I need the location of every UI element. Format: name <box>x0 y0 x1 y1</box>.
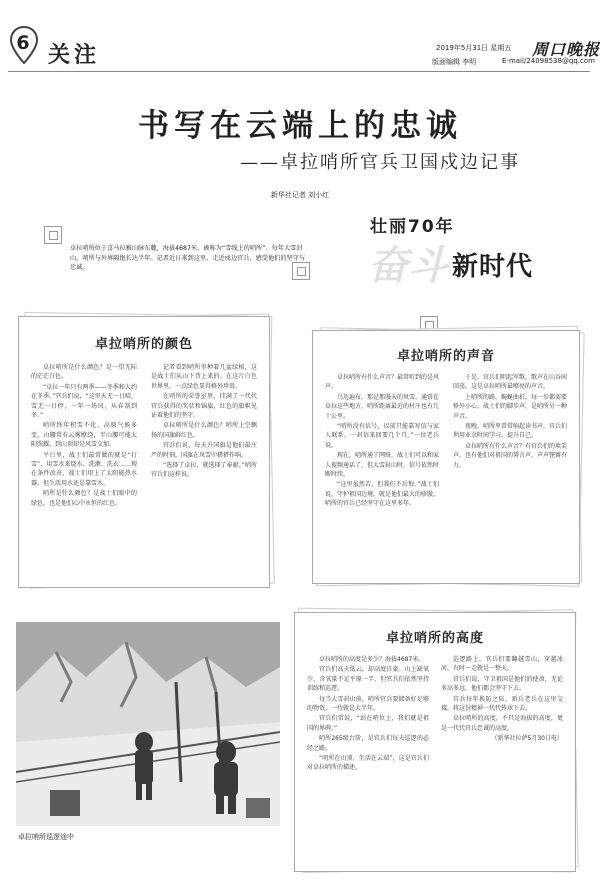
patrol-photo <box>16 622 280 826</box>
paragraph: 官兵们说，守卫祖国是他们的使命，无论多高多远，他们都会坚守下去。 <box>441 675 563 693</box>
paragraph: 官兵每年换防之际，新兵老兵在这里交接，将这份精神一代代传承下去。 <box>441 695 563 713</box>
decorative-square-icon <box>44 226 62 244</box>
photo-caption: 卓拉哨所巡逻途中 <box>18 833 74 841</box>
paragraph: 记者看到哨所里种着几盆绿植，这是战士们从山下背上来的。在这片白色世界里，一点绿色显得格外珍贵。 <box>151 364 257 390</box>
paragraph: 卓拉哨所是什么颜色？哨所上空飘扬的国旗鲜红色。 <box>151 422 257 439</box>
editor-email: E-mail/24098538@qq.com <box>502 57 595 65</box>
paragraph: 卓拉哨所有什么声音？有官兵们的欢笑声，也有他们对祖国的誓言声，声声铿锵有力。 <box>453 442 568 469</box>
banner-headline: 壮丽70年 <box>370 217 455 237</box>
section-column <box>151 363 257 481</box>
paragraph: 上哨所的路，蜿蜒曲折，每一步都需要格外小心。战士们的脚步声，是哨所另一种声音。 <box>453 393 568 420</box>
page-number-badge <box>10 26 38 64</box>
article-subtitle: ——卓拉哨所官兵卫国戍边记事 <box>240 152 520 173</box>
article-intro: 卓拉哨所位于喜马拉雅山脉东麓，海拔4687米，被称为“雪线上的哨所”。每年大雪封山，哨所与外界隔绝长达半年。记者近日来到这里，走近戍边官兵，感受他们的坚守与忠诚。 <box>70 245 306 271</box>
banner-brush-text: 奋斗 <box>368 242 448 289</box>
section-column <box>441 655 563 745</box>
paragraph: “这里虽然苦，但我们不后悔。”战士们说，守护祖国边境，就是他们最大的骄傲。哨所的官兵已经坚守在这里多年。 <box>325 481 440 508</box>
paragraph: 卓拉哨所的高度是多少？海拔4687米。 <box>319 656 425 663</box>
section-heading: 卓拉哨所的高度 <box>385 631 484 646</box>
section-heading: 卓拉哨所的声音 <box>396 349 495 364</box>
paragraph: 官兵们常说，“站在哨位上，我们就是祖国的界碑。” <box>307 715 429 732</box>
paragraph: 在哨所的荣誉室里，挂满了一代代官兵获得的奖状和锦旗，红色的旗帜见证着他们的坚守。 <box>151 393 257 420</box>
paragraph: 现在，哨所通了网络，战士们可以和家人视频通话了，但大雪封山时，信号依然时断时续。 <box>325 452 440 479</box>
paragraph: 官兵们说，每天升国旗是他们最庄严的时刻，国旗在风雪中猎猎作响。 <box>151 442 257 459</box>
paragraph: 卓拉哨所是什么颜色？是一望无际的茫茫白色。 <box>31 364 137 381</box>
paragraph: 哨所是什么颜色？是战士们眼中的绿色，也是他们心中永恒的红色。 <box>31 490 137 507</box>
paragraph: 哨所265级台阶，是官兵们每天巡逻的必经之路。 <box>307 735 429 752</box>
paragraph: “哨所在山顶，生活在云端”，这是官兵们对卓拉哨所的描述。 <box>307 755 429 772</box>
paragraph: 巡逻路上，官兵们要翻越雪山，穿越冰河，有时一走就是一整天。 <box>441 656 563 673</box>
paragraph: “选择了卓拉，就选择了奉献。”哨所官兵们这样说。 <box>151 462 257 479</box>
section-column <box>453 373 567 471</box>
paragraph: 乌达遍布，那是那漫天的风雪，通常在卓拉这些地方，哨所距离最近的村庄也有几十公里。 <box>325 393 440 420</box>
section-box-sound <box>312 330 580 584</box>
newspaper-logo: 周口晚报 <box>532 40 600 59</box>
header-divider <box>8 71 590 72</box>
paragraph: 官兵们高天低云，却高度自豪。山上缺氧少，含氧量不足平原一半，但官兵们依然坚持训练和巡逻。 <box>307 666 429 693</box>
paragraph: “哨所没有信号，以前只能靠写信与家人联系，一封信来回要几个月。”一位老兵说。 <box>325 423 439 449</box>
article-title: 书写在云端上的忠诚 <box>138 108 462 144</box>
paragraph: “卓拉一年只有两季——冬季和大约在冬季。”官兵们说，“这里天无一日晴，雪无一日停，一年一场风，从春刮到冬。” <box>31 383 137 420</box>
article-byline: 新华社记者 刘小红 <box>270 191 330 199</box>
editor-credit: 版面编辑 李明 <box>432 58 477 66</box>
paragraph: 卓拉哨所有什么声音？最常听到的是风声。 <box>325 374 440 391</box>
section-box-color <box>18 316 270 588</box>
banner-slogan: 新时代 <box>452 252 534 282</box>
section-column <box>31 363 137 509</box>
section-column <box>325 373 439 510</box>
mountain-patrol-image <box>16 622 280 826</box>
paragraph: 平日里，战士们最常做的就是“打雪”，用雪水来烧水、洗漱、洗衣……现在条件改善，战士们用上了太阳能热水器，但生活用水还是靠雪水。 <box>31 451 137 487</box>
page-number: 6 <box>16 32 30 54</box>
section-heading: 卓拉哨所的颜色 <box>94 337 193 352</box>
section-box-height <box>294 612 576 872</box>
paragraph: 哨所终年积雪不化，高原气候多变，山腰常有云雾缭绕，半山腰可能太阳照耀，到山顶却是风雪交加。 <box>31 422 137 449</box>
paragraph: 每当大雪封山前，哨所官兵要储备好足够的物资，一待就是大半年。 <box>307 695 429 713</box>
paragraph: 于是，官兵们唱起军歌，歌声在山谷间回荡，这是卓拉哨所最嘹亮的声音。 <box>453 374 568 391</box>
paragraph: 夜晚，哨所里常常响起读书声，官兵们利用业余时间学习，提升自己。 <box>453 423 568 440</box>
issue-date: 2019年5月31日 星期五 <box>436 44 512 52</box>
dateline: （新华社拉萨5月30日电） <box>491 735 563 743</box>
section-title: 关注 <box>48 42 101 68</box>
paragraph: 卓拉哨所的高度，不只是海拔的高度，更是一代代官兵忠诚的高度。 <box>441 715 563 732</box>
section-column <box>307 655 429 774</box>
